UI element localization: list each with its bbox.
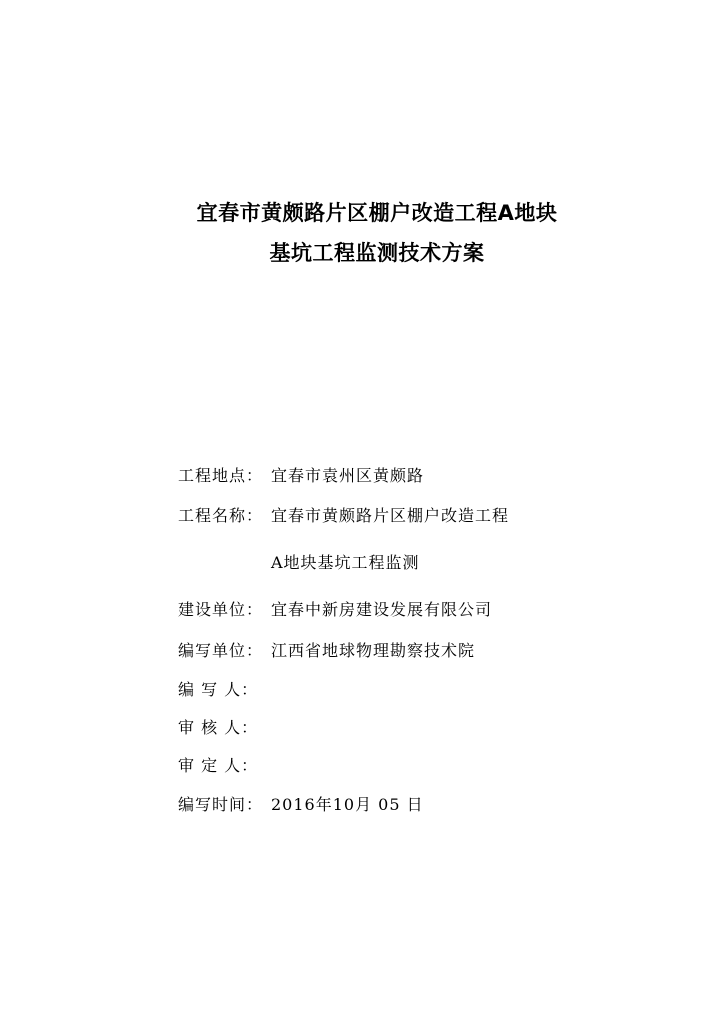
field-label: 编写单位： (178, 641, 264, 660)
field-client (178, 600, 492, 620)
document-title-line-2: 基坑工程监测技术方案 (269, 241, 485, 265)
field-project-name-continuation: A地块基坑工程监测 (271, 553, 420, 572)
field-author (178, 680, 271, 700)
field-label: 审 定 人： (178, 756, 259, 775)
field-label: 编写时间： (178, 795, 264, 814)
field-value: 江西省地球物理勘察技术院 (271, 641, 476, 660)
field-value: 2016年10月 05 日 (271, 795, 424, 814)
field-value: 宜春中新房建设发展有限公司 (271, 600, 493, 619)
field-author-unit (178, 641, 475, 661)
field-value: 宜春市袁州区黄颇路 (271, 466, 425, 485)
field-project-location (178, 466, 424, 486)
field-label: 建设单位： (178, 600, 264, 619)
field-approver (178, 756, 271, 776)
field-label: 工程地点： (178, 466, 264, 485)
field-reviewer (178, 718, 271, 738)
field-label: 审 核 人： (178, 718, 259, 737)
field-label: 工程名称： (178, 506, 264, 525)
field-project-name (178, 506, 509, 526)
document-title-line-1: 宜春市黄颇路片区棚户改造工程A地块 (196, 201, 558, 225)
field-date (178, 795, 424, 815)
field-value: 宜春市黄颇路片区棚户改造工程 (271, 506, 510, 525)
field-label: 编 写 人： (178, 680, 259, 699)
